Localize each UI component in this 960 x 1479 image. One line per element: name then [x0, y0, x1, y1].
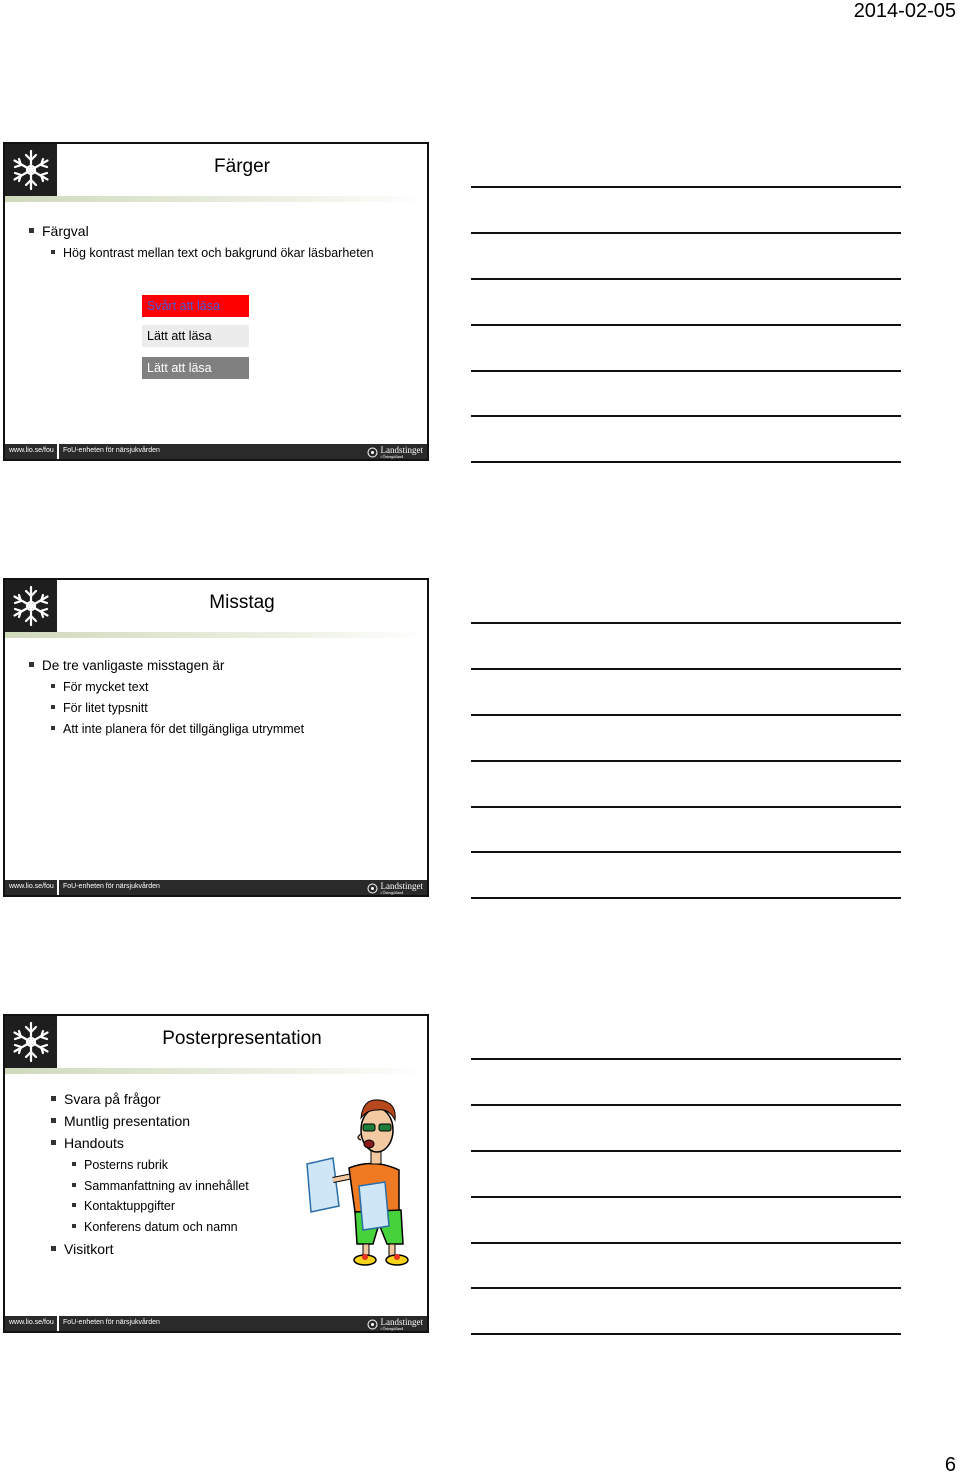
title-divider	[5, 632, 427, 638]
slide-header	[5, 580, 427, 632]
bullet-square-icon	[72, 1183, 76, 1187]
bullet-item: Visitkort	[51, 1240, 114, 1258]
note-line	[471, 186, 901, 188]
sub-bullet-item: Kontaktuppgifter	[72, 1198, 175, 1214]
slide-title: Färger	[214, 156, 270, 177]
slide-title: Posterpresentation	[162, 1028, 322, 1049]
footer-url: www.lio.se/fou	[9, 447, 54, 454]
bullet-item: Färgval	[29, 222, 89, 240]
presenter-cartoon-icon	[303, 1094, 419, 1270]
snowflake-logo-icon	[5, 1016, 57, 1068]
slide-footer	[5, 880, 427, 895]
bullet-item: Svara på frågor	[51, 1090, 161, 1108]
bullet-square-icon	[51, 1096, 56, 1101]
crown-icon	[367, 1319, 378, 1330]
landstinget-logo: Landstinget i Östergötland	[367, 1317, 424, 1331]
snowflake-logo-icon	[5, 580, 57, 632]
note-line	[471, 1058, 901, 1060]
note-line	[471, 278, 901, 280]
bullet-square-icon	[51, 1140, 56, 1145]
footer-unit: FoU-enheten för närsjukvården	[63, 447, 160, 454]
footer-unit: FoU-enheten för närsjukvården	[63, 1319, 160, 1326]
bullet-item: Handouts	[51, 1134, 124, 1152]
footer-separator	[57, 1316, 59, 1331]
bullet-square-icon	[51, 726, 55, 730]
snowflake-logo-icon	[5, 144, 57, 196]
note-line	[471, 415, 901, 417]
slide-poster	[3, 1014, 429, 1333]
swatch-easy-light: Lätt att läsa	[142, 325, 249, 347]
crown-icon	[367, 883, 378, 894]
footer-unit: FoU-enheten för närsjukvården	[63, 883, 160, 890]
sub-bullet-item: För litet typsnitt	[51, 700, 148, 716]
footer-url: www.lio.se/fou	[9, 1319, 54, 1326]
slide-colors	[3, 142, 429, 461]
sub-bullet-item: Sammanfattning av innehållet	[72, 1178, 249, 1194]
note-line	[471, 461, 901, 463]
bullet-square-icon	[72, 1203, 76, 1207]
bullet-square-icon	[51, 1118, 56, 1123]
swatch-hard-to-read: Svårt att läsa	[142, 295, 249, 317]
bullet-square-icon	[29, 228, 34, 233]
landstinget-logo: Landstinget i Östergötland	[367, 881, 424, 895]
note-line	[471, 1196, 901, 1198]
slide-mistakes	[3, 578, 429, 897]
note-line	[471, 324, 901, 326]
sub-bullet-item: Hög kontrast mellan text och bakgrund ökar läsbarheten	[51, 245, 374, 261]
date-header: 2014-02-05	[853, 0, 956, 22]
footer-separator	[57, 444, 59, 459]
slide-footer	[5, 444, 427, 459]
note-line	[471, 851, 901, 853]
note-line	[471, 370, 901, 372]
note-line	[471, 668, 901, 670]
note-line	[471, 622, 901, 624]
title-divider	[5, 1068, 427, 1074]
slide-footer	[5, 1316, 427, 1331]
note-line	[471, 1287, 901, 1289]
note-line	[471, 897, 901, 899]
bullet-square-icon	[51, 684, 55, 688]
bullet-square-icon	[51, 705, 55, 709]
note-line	[471, 806, 901, 808]
note-line	[471, 1150, 901, 1152]
landstinget-logo: Landstinget i Östergötland	[367, 445, 424, 459]
sub-bullet-item: Posterns rubrik	[72, 1157, 168, 1173]
title-divider	[5, 196, 427, 202]
slide-header	[5, 144, 427, 196]
crown-icon	[367, 447, 378, 458]
bullet-item: Muntlig presentation	[51, 1112, 190, 1130]
note-line	[471, 1333, 901, 1335]
sub-bullet-item: Konferens datum och namn	[72, 1219, 238, 1235]
bullet-square-icon	[51, 1246, 56, 1251]
slide-title: Misstag	[209, 592, 275, 613]
slide-header	[5, 1016, 427, 1068]
swatch-easy-grey: Lätt att läsa	[142, 357, 249, 379]
note-line	[471, 1242, 901, 1244]
bullet-item: De tre vanligaste misstagen är	[29, 657, 224, 675]
note-line	[471, 760, 901, 762]
sub-bullet-item: För mycket text	[51, 679, 148, 695]
footer-url: www.lio.se/fou	[9, 883, 54, 890]
note-line	[471, 714, 901, 716]
sub-bullet-item: Att inte planera för det tillgängliga utrymmet	[51, 721, 304, 737]
note-line	[471, 1104, 901, 1106]
page-number: 6	[944, 1454, 956, 1476]
bullet-square-icon	[72, 1162, 76, 1166]
note-line	[471, 232, 901, 234]
footer-separator	[57, 880, 59, 895]
bullet-square-icon	[72, 1224, 76, 1228]
bullet-square-icon	[51, 250, 55, 254]
bullet-square-icon	[29, 662, 34, 667]
